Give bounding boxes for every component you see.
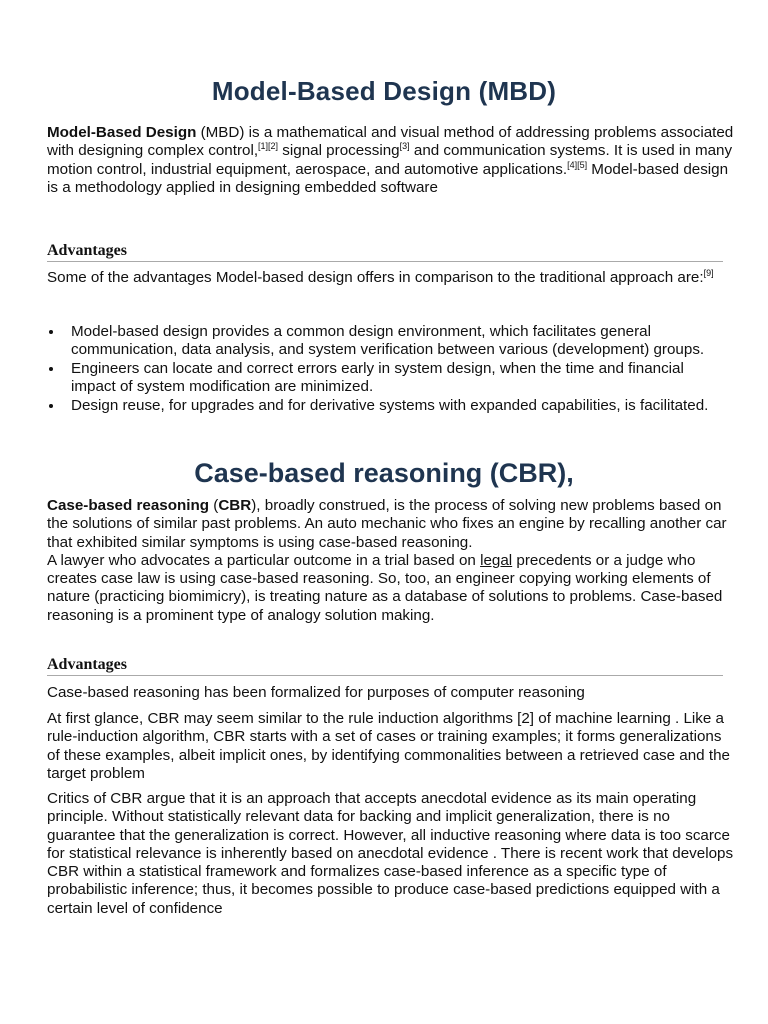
cbr-intro-text-2: A lawyer who advocates a particular outcome in a trial based on: [47, 551, 481, 569]
list-item: [47, 397, 727, 415]
mbd-ref-4-5[interactable]: [4][5]: [567, 159, 588, 170]
cbr-paragraph-formalized: Case-based reasoning has been formalized for purposes of computer reasoning: [47, 684, 585, 701]
mbd-ref-9[interactable]: [9]: [703, 268, 714, 278]
list-item-text: Engineers can locate and correct errors early in system design, when the time and financial impact of system modification are minimized.: [71, 360, 684, 395]
cbr-title: Case-based reasoning (CBR),: [194, 458, 574, 488]
list-item-text: Model-based design provides a common design environment, which facilitates general communication, data analysis, and system verification between various (development) groups.: [71, 323, 705, 358]
cbr-term: Case-based reasoning: [47, 497, 210, 514]
mbd-intro-paragraph: [47, 124, 737, 197]
mbd-advantages-intro: [47, 269, 737, 287]
mbd-term: Model-Based Design: [47, 124, 197, 141]
mbd-ref-1-2[interactable]: [1][2]: [258, 141, 279, 152]
cbr-intro-paragraph: [47, 497, 737, 625]
bullet-dot-icon: [49, 367, 53, 371]
mbd-intro-text-1: (MBD) is a mathematical and visual method of addressing problems associated with designing complex control,: [47, 124, 734, 160]
list-item-text: Design reuse, for upgrades and for derivative systems with expanded capabilities, is facilitated.: [71, 397, 709, 414]
mbd-ref-3[interactable]: [3]: [399, 141, 410, 152]
mbd-intro-text-3: and communication systems. It is used in many motion control, industrial equipment, aerospace, and automotive applications.: [47, 142, 733, 178]
list-item: [47, 360, 727, 396]
mbd-advantages-intro-text: Some of the advantages Model-based design offers in comparison to the traditional approach are:: [47, 269, 704, 286]
cbr-intro-text-1: ), broadly construed, is the process of solving new problems based on the solutions of similar past problems. An auto mechanic who fixes an engine by recalling another car that exhibited similar symptoms is using case-based reasoning.: [47, 497, 727, 551]
cbr-advantages-heading: Advantages: [47, 656, 723, 676]
mbd-title: Model-Based Design (MBD): [211, 76, 557, 106]
mbd-intro-text-4: Model-based design is a methodology applied in designing embedded software: [47, 160, 729, 196]
legal-link[interactable]: legal: [480, 551, 513, 569]
cbr-intro-text-3: precedents or a judge who creates case law is using case-based reasoning. So, too, an engineer copying working elements of nature (practicing biomimicry), is treating nature as a database of solutions to problems. Case-based reasoning is a prominent type of analogy solution making.: [47, 551, 723, 624]
mbd-advantages-heading: Advantages: [47, 242, 723, 262]
bullet-dot-icon: [49, 404, 53, 408]
mbd-intro-text-2: signal processing: [278, 142, 400, 160]
list-item: [47, 323, 727, 359]
cbr-paragraph-critics: Critics of CBR argue that it is an approach that accepts anecdotal evidence as its main operating principle. Without statistically relevant data for backing and implicit generalization, there is no guarantee that the generalization is correct. However, all inductive reasoning where data is too scarce for statistical relevance is inherently based on anecdotal evidence . There is recent work that develops CBR within a statistical framework and formalizes case-based inference as a specific type of probabilistic inference; thus, it becomes possible to produce case-based predictions equipped with a certain level of confidence: [47, 790, 734, 917]
mbd-advantages-list: [47, 323, 727, 416]
cbr-open-paren: (: [209, 497, 219, 514]
bullet-dot-icon: [49, 330, 53, 334]
cbr-paragraph-first-glance: At first glance, CBR may seem similar to the rule induction algorithms [2] of machine learning . Like a rule-induction algorithm, CBR starts with a set of cases or training examples; it forms generalizations of these examples, albeit implicit ones, by identifying commonalities between a retrieved case and the target problem: [47, 710, 730, 782]
cbr-abbr: CBR: [218, 497, 252, 514]
